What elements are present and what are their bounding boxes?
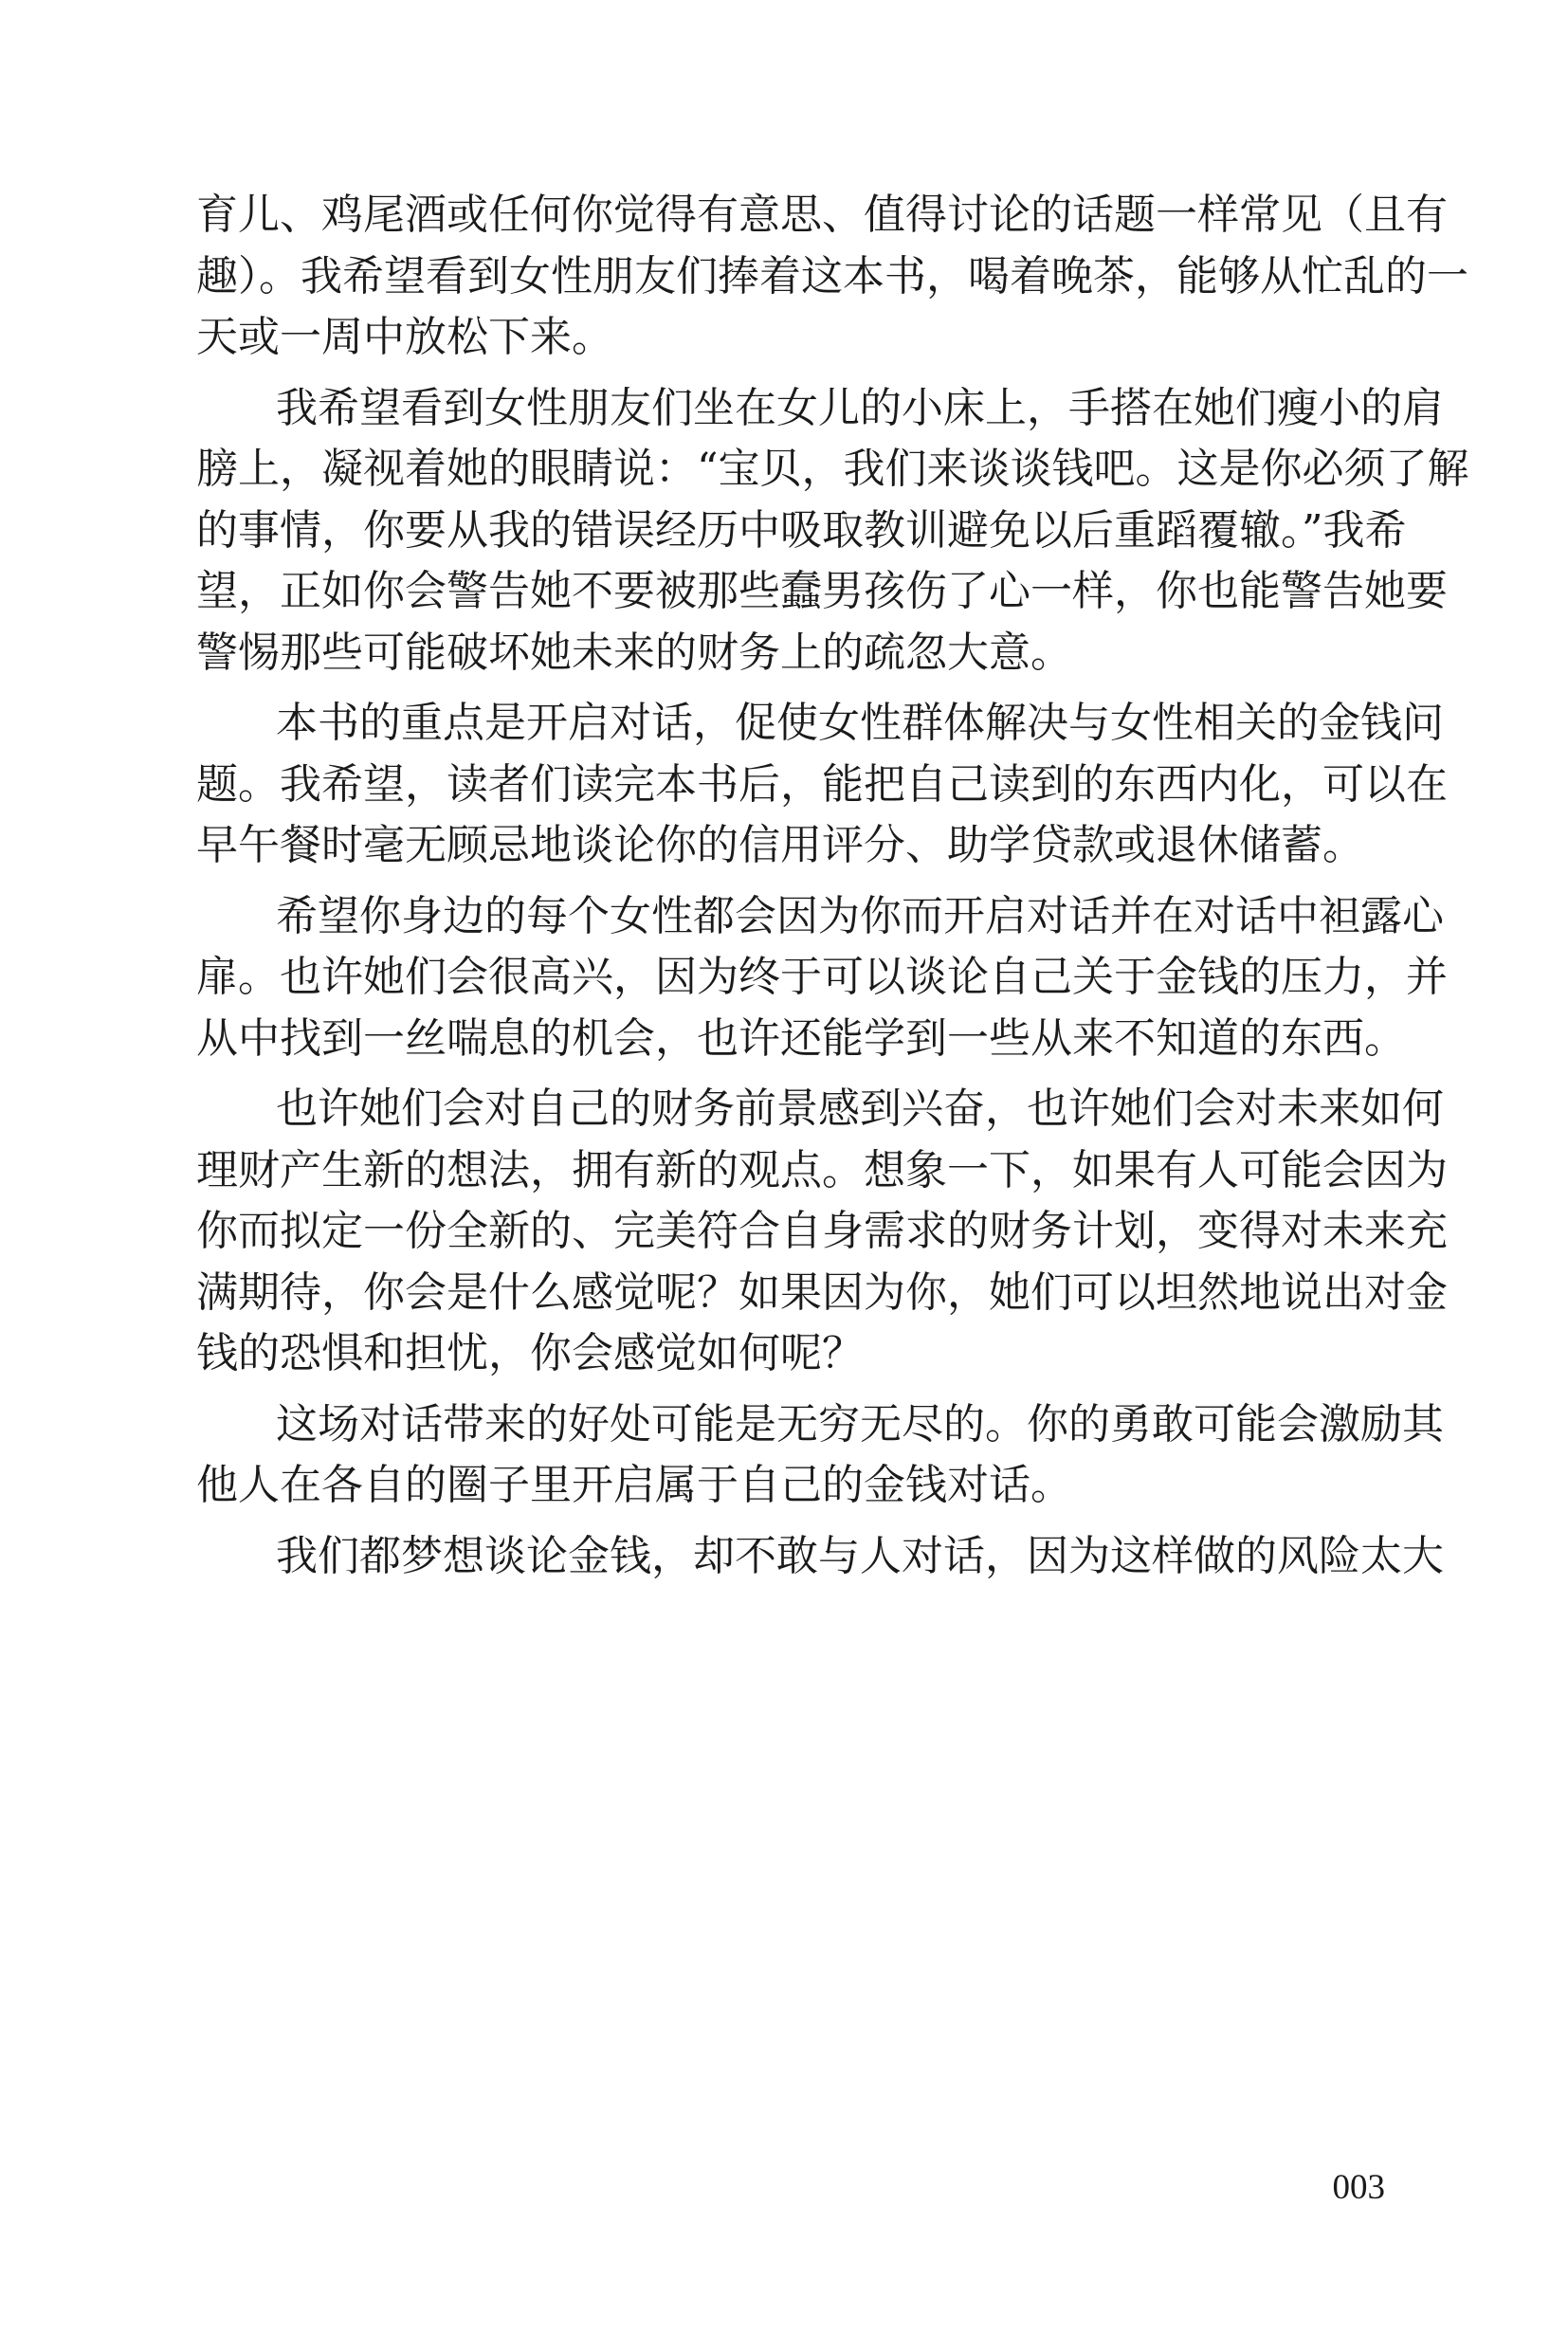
paragraph — [196, 886, 1448, 1070]
text-line: 也许她们会对自己的财务前景感到兴奋，也许她们会对未来如何 — [276, 1084, 1444, 1133]
text-line: 理财产生新的想法，拥有新的观点。想象一下，如果有人可能会因为 — [196, 1145, 1448, 1194]
paragraph-gap — [196, 683, 1383, 693]
text-line: 的事情，你要从我的错误经历中吸取教训避免以后重蹈覆辙。”我希 — [196, 505, 1407, 555]
paragraph — [196, 1394, 1444, 1517]
text-line: 趣）。我希望看到女性朋友们捧着这本书，喝着晚茶，能够从忙乱的一 — [196, 251, 1468, 301]
page-body — [196, 185, 1469, 1587]
text-line: 你而拟定一份全新的、完美符合自身需求的财务计划，变得对未来充 — [196, 1207, 1448, 1255]
paragraph-gap — [196, 877, 1383, 886]
text-line: 本书的重点是开启对话，促使女性群体解决与女性相关的金钱问 — [276, 699, 1444, 747]
text-line: 育儿、鸡尾酒或任何你觉得有意思、值得讨论的话题一样常见（且有 — [196, 191, 1448, 239]
text-line: 望，正如你会警告她不要被那些蠢男孩伤了心一样，你也能警告她要 — [196, 567, 1448, 615]
paragraph — [196, 1079, 1448, 1385]
text-line: 天或一周中放松下来。 — [196, 313, 613, 361]
text-line: 满期待，你会是什么感觉呢？如果因为你，她们可以坦然地说出对金 — [196, 1267, 1448, 1317]
text-line: 这场对话带来的好处可能是无穷无尽的。你的勇敢可能会激励其 — [276, 1399, 1444, 1449]
paragraph — [196, 693, 1448, 877]
paragraph — [196, 185, 1468, 369]
paragraph — [196, 1526, 1444, 1588]
text-line: 我们都梦想谈论金钱，却不敢与人对话，因为这样做的风险太大 — [276, 1531, 1444, 1580]
text-line: 膀上，凝视着她的眼睛说：“宝贝，我们来谈谈钱吧。这是你必须了解 — [196, 445, 1469, 493]
paragraph-gap — [196, 1517, 1383, 1526]
paragraph-gap — [196, 1069, 1383, 1079]
page-number: 003 — [1332, 2168, 1385, 2207]
paragraph-gap — [196, 1385, 1383, 1394]
text-line: 警惕那些可能破坏她未来的财务上的疏忽大意。 — [196, 628, 1072, 677]
text-line: 题。我希望，读者们读完本书后，能把自己读到的东西内化，可以在 — [196, 759, 1448, 809]
text-line: 钱的恐惧和担忧，你会感觉如何呢？ — [196, 1329, 864, 1377]
text-line: 他人在各自的圈子里开启属于自己的金钱对话。 — [196, 1461, 1072, 1509]
text-line: 从中找到一丝喘息的机会，也许还能学到一些从来不知道的东西。 — [196, 1013, 1406, 1063]
paragraph — [196, 378, 1469, 684]
paragraph-gap — [196, 369, 1383, 378]
text-line: 希望你身边的每个女性都会因为你而开启对话并在对话中袒露心 — [276, 891, 1444, 940]
text-line: 扉。也许她们会很高兴，因为终于可以谈论自己关于金钱的压力，并 — [196, 953, 1448, 1001]
text-line: 早午餐时毫无顾忌地谈论你的信用评分、助学贷款或退休储蓄。 — [196, 821, 1364, 869]
text-line: 我希望看到女性朋友们坐在女儿的小床上，手搭在她们瘦小的肩 — [276, 383, 1444, 432]
